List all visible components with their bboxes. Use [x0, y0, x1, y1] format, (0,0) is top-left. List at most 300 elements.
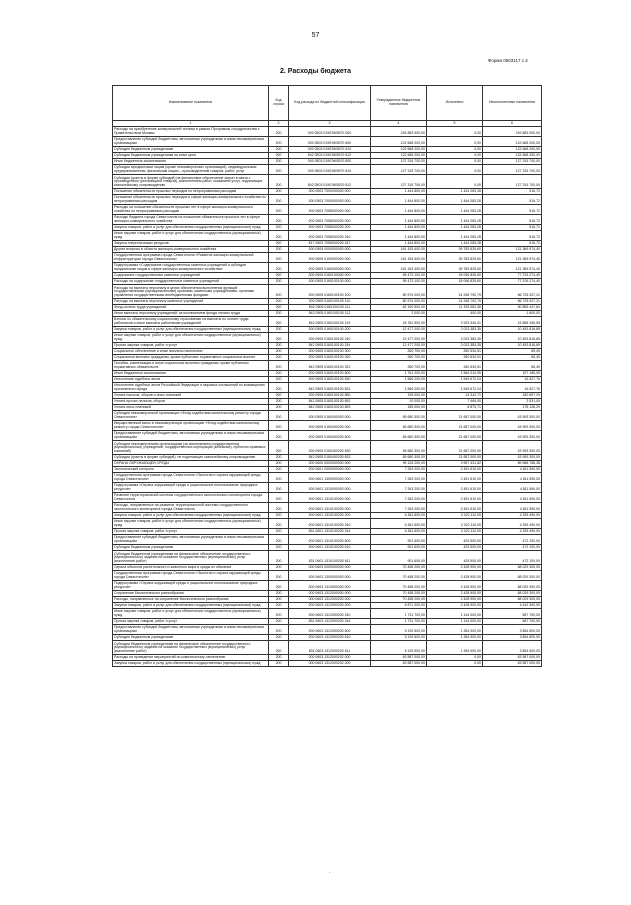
cell-unexecuted: 587 700,00	[483, 619, 542, 625]
cell-unexecuted: 122 668 200,00	[483, 147, 542, 153]
cell-approved: 18 781 500,00	[371, 317, 427, 327]
cell-indicator-name: Субсидии (гранты в форме субсидий) на финансовое обеспечение затрат в связи с производством (реализацией товаров), выполнением работ, оказанием услуг, подлежащие казначейскому сопровождению	[113, 175, 269, 189]
cell-line-code: 200	[269, 619, 289, 625]
cell-line-code: 200	[269, 565, 289, 571]
cell-approved: 5 139 500,00	[371, 625, 427, 635]
cell-unexecuted: 587 700,00	[483, 609, 542, 619]
table-row	[113, 421, 542, 431]
cell-indicator-name: Расходы на проведение мероприятий по комплексному озеленению	[113, 655, 269, 661]
table-row	[113, 571, 542, 581]
cell-indicator-name: Прочая закупка товаров, работ и услуг	[113, 529, 269, 535]
table-row	[113, 127, 542, 137]
cell-line-code: 200	[269, 535, 289, 545]
cell-unexecuted: 65,49	[483, 355, 542, 361]
cell-approved: 161 153 400,00	[371, 253, 427, 263]
cell-indicator-name: Уплата налогов, сборов и иных платежей	[113, 393, 269, 399]
cell-line-code: 200	[269, 571, 289, 581]
cell-line-code: 200	[269, 461, 289, 467]
cell-executed: 260 634,51	[427, 349, 483, 355]
cell-line-code: 200	[269, 519, 289, 529]
cell-executed: 260 634,51	[427, 361, 483, 371]
cell-line-code: 200	[269, 371, 289, 377]
cell-approved: 122 668 200,00	[371, 147, 427, 153]
cell-indicator-name: Имущественный взнос в некоммерческую организацию «Фонд содействия капитальному ремонту города Севастополя»	[113, 421, 269, 431]
table-row	[113, 361, 542, 371]
cell-expense-code: 842 0503 0190ЭМ3970 812	[289, 175, 371, 189]
cell-indicator-name: Расходы, направленные на развитие территориальной системы государственного экологического мониторинга города Севастополя	[113, 503, 269, 513]
cell-executed: 21 687 000,00	[427, 431, 483, 441]
cell-expense-code: 000 0603 1312000202 200	[289, 661, 371, 667]
cell-line-code: 200	[269, 503, 289, 513]
cell-line-code: 200	[269, 305, 289, 311]
cell-approved: 99 126 200,00	[371, 461, 427, 467]
cell-unexecuted: 3 854 600,00	[483, 641, 542, 655]
cell-expense-code: 000 0505 0160100100 800	[289, 371, 371, 377]
cell-indicator-name: Расходы бюджета города Севастополя на погашение обязательств прошлых лет в сфере жилищно-коммунального хозяйства	[113, 215, 269, 225]
table-row	[113, 299, 542, 305]
cell-expense-code: 000 0601 1310100200 200	[289, 513, 371, 519]
cell-indicator-name: Подпрограмма «Охрана окружающей среды и рациональное использование природных ресурсов»	[113, 483, 269, 493]
cell-unexecuted: 63 587 000,00	[483, 661, 542, 667]
cell-line-code: 200	[269, 205, 289, 215]
cell-unexecuted: 472 100,00	[483, 551, 542, 565]
cell-indicator-name: Субсидии некоммерческим организациям (за исключением государственных (муниципальных) учреждений, государственных корпораций (компаний), публично-правовых компаний)	[113, 441, 269, 455]
cell-indicator-name: Расходы на погашение обязательств прошлых лет в сфере жилищно-коммунального хозяйства по непрограммным расходам	[113, 205, 269, 215]
column-number: 2	[269, 121, 289, 127]
table-row	[113, 565, 542, 571]
cell-expense-code: 842 0505 0160100100 852	[289, 399, 371, 405]
table-row	[113, 609, 542, 619]
cell-expense-code: 000 0603 1312000000 000	[289, 591, 371, 597]
table-row	[113, 455, 542, 461]
cell-approved: 70 458 200,00	[371, 591, 427, 597]
cell-indicator-name: Государственная программа города Севастополя «Развитие жилищно-коммунальной инфраструктуры города Севастополя»	[113, 253, 269, 263]
cell-executed: 0,00	[427, 175, 483, 189]
table-row	[113, 655, 542, 661]
cell-executed: 2 451 610,00	[427, 503, 483, 513]
cell-executed: 1 144 000,00	[427, 609, 483, 619]
cell-expense-code: 000 0505 0160100100 000	[289, 279, 371, 285]
cell-executed: 7 469,00	[427, 399, 483, 405]
cell-line-code: 200	[269, 625, 289, 635]
cell-executed: 1 549 672,24	[427, 377, 483, 383]
cell-expense-code: 000 0505 0160100000 000	[289, 273, 371, 279]
cell-expense-code: 000 0601 1310100200 000	[289, 503, 371, 513]
cell-indicator-name: Подпрограмма «Охрана окружающей среды и рациональное использование природных ресурсов»	[113, 581, 269, 591]
table-row	[113, 661, 542, 667]
header-unexecuted: Неисполненные назначения	[483, 86, 542, 121]
cell-approved: 65 680 300,00	[371, 411, 427, 421]
cell-approved: 7 263 200,00	[371, 503, 427, 513]
header-line-code: Код строки	[269, 86, 289, 121]
cell-executed: 21 687 000,00	[427, 455, 483, 461]
column-number: 3	[289, 121, 371, 127]
cell-expense-code: 000 0505 0160400200 630	[289, 441, 371, 455]
cell-unexecuted: 89 568 768,38	[483, 461, 542, 467]
table-row	[113, 279, 542, 285]
cell-unexecuted: 10 453 816,65	[483, 343, 542, 349]
header-expense-code: Код расхода по бюджетной классификации	[289, 86, 371, 121]
cell-expense-code: 842 0505 0160100100 111	[289, 305, 371, 311]
cell-expense-code: 000 0505 0160100100 110	[289, 299, 371, 305]
cell-approved: 80 974 000,00	[371, 285, 427, 299]
cell-unexecuted: 4 811 590,00	[483, 503, 542, 513]
cell-line-code: 200	[269, 455, 289, 461]
cell-indicator-name: Закупка товаров, работ и услуг для обеспечения государственных (муниципальных) нужд	[113, 661, 269, 667]
cell-indicator-name: Субсидии бюджетным учреждениям	[113, 635, 269, 641]
cell-executed: 2 022 110,00	[427, 529, 483, 535]
cell-line-code: 200	[269, 493, 289, 503]
cell-executed: 14 248 792,79	[427, 299, 483, 305]
cell-expense-code: 000 0505 0000000000 000	[289, 247, 371, 253]
cell-indicator-name: Закупка товаров, работ и услуг для обеспечения государственных (муниципальных) нужд	[113, 603, 269, 609]
cell-indicator-name: Субсидии бюджетным учреждениям на финансовое обеспечение государственного (муниципального) задания на оказание государственных (муниципальных) услуг (выполнение работ)	[113, 551, 269, 565]
cell-executed: 429 500,00	[427, 545, 483, 551]
cell-expense-code: 000 0503 7000000000 000	[289, 189, 371, 195]
cell-approved: 70 458 200,00	[371, 571, 427, 581]
cell-unexecuted: 121 369 574,40	[483, 247, 542, 253]
header-row	[113, 86, 542, 121]
cell-expense-code: 842 0505 0160100100 321	[289, 361, 371, 371]
table-row	[113, 619, 542, 625]
cell-indicator-name: Иные закупки товаров, работ и услуг для обеспечения государственных (муниципальных) нужд	[113, 609, 269, 619]
cell-approved: 7 263 200,00	[371, 483, 427, 493]
cell-indicator-name: Социальные выплаты гражданам, кроме публичных нормативных социальных выплат	[113, 355, 269, 361]
table-row	[113, 285, 542, 299]
cell-expense-code: 000 0603 1312000200 200	[289, 603, 371, 609]
cell-indicator-name: Государственная программа города Севастополя «Экология и охрана окружающей среды города Севастополя»	[113, 571, 269, 581]
cell-line-code: 200	[269, 225, 289, 231]
cell-approved: 70 458 200,00	[371, 565, 427, 571]
cell-unexecuted: 65,49	[483, 349, 542, 355]
cell-expense-code: 000 0503 0190ЭМ3970 000	[289, 127, 371, 137]
cell-unexecuted: 4 811 590,00	[483, 493, 542, 503]
cell-expense-code: 000 0601 1310100200 610	[289, 545, 371, 551]
cell-executed: 1 284 900,00	[427, 641, 483, 655]
cell-indicator-name: Экологический контроль	[113, 467, 269, 473]
cell-unexecuted: 516,72	[483, 195, 542, 205]
cell-approved: 65 680 300,00	[371, 441, 427, 455]
cell-executed: 1 284 900,00	[427, 635, 483, 641]
cell-approved: 7 263 200,00	[371, 493, 427, 503]
cell-expense-code: 000 0603 1312000200 610	[289, 635, 371, 641]
cell-line-code: 200	[269, 551, 289, 565]
cell-approved: 6 361 600,00	[371, 513, 427, 519]
cell-expense-code: 000 0505 0100000000 000	[289, 253, 371, 263]
table-row	[113, 493, 542, 503]
table-row	[113, 473, 542, 483]
cell-line-code: 200	[269, 253, 289, 263]
cell-indicator-name: Расходы на выплаты персоналу в целях обеспечения выполнения функций государственными (муниципальными) органами, казенными учреждениями, органами управления государственными внебюджетными фондами	[113, 285, 269, 299]
cell-unexecuted: 10 453 816,65	[483, 333, 542, 343]
cell-unexecuted: 516,72	[483, 215, 542, 225]
cell-executed: 39 783 825,60	[427, 253, 483, 263]
cell-line-code: 200	[269, 333, 289, 343]
section-title: 2. Расходы бюджета	[280, 68, 351, 75]
cell-unexecuted: 43 993 300,00	[483, 431, 542, 441]
cell-approved: 62 190 500,00	[371, 305, 427, 311]
cell-unexecuted: 66 725 207,21	[483, 299, 542, 305]
cell-expense-code: 000 0603 1312000200 240	[289, 609, 371, 619]
cell-expense-code: 000 0503 0190ЭМ3970 610	[289, 147, 371, 153]
cell-approved: 1 444 800,00	[371, 189, 427, 195]
cell-expense-code: 831 0601 1310100200 611	[289, 551, 371, 565]
cell-unexecuted: 516,72	[483, 189, 542, 195]
cell-line-code: 200	[269, 635, 289, 641]
cell-executed: 2 022 110,00	[427, 513, 483, 519]
cell-unexecuted: 4 811 590,00	[483, 467, 542, 473]
cell-line-code: 200	[269, 421, 289, 431]
cell-approved: 95 473 100,00	[371, 273, 427, 279]
cell-expense-code: 000 0505 0160100100 240	[289, 333, 371, 343]
table-row	[113, 551, 542, 565]
cell-line-code: 200	[269, 361, 289, 371]
cell-unexecuted: 4 811 590,00	[483, 473, 542, 483]
cell-line-code: 200	[269, 411, 289, 421]
cell-expense-code: 000 0603 1312000200 000	[289, 597, 371, 603]
cell-approved: 12 477 200,00	[371, 343, 427, 349]
cell-unexecuted: 68 029 300,00	[483, 571, 542, 581]
cell-unexecuted: 122 668 200,00	[483, 153, 542, 159]
cell-executed: 14 248 792,79	[427, 285, 483, 299]
cell-executed: 429 500,00	[427, 551, 483, 565]
cell-approved: 185 000,00	[371, 405, 427, 411]
cell-unexecuted: 3 854 600,00	[483, 635, 542, 641]
cell-line-code: 200	[269, 405, 289, 411]
table-row	[113, 189, 542, 195]
cell-expense-code: 000 0503 7058300200 000	[289, 215, 371, 225]
table-row	[113, 411, 542, 421]
cell-executed: 21 687 000,00	[427, 441, 483, 455]
cell-executed: 2 428 900,00	[427, 597, 483, 603]
cell-indicator-name: Предоставление субсидий бюджетным, автономным учреждениям и иным некоммерческим организациям	[113, 137, 269, 147]
table-row	[113, 625, 542, 635]
cell-executed: 2 022 110,00	[427, 519, 483, 529]
cell-line-code: 200	[269, 279, 289, 285]
table-row	[113, 441, 542, 455]
cell-unexecuted: 4 339 490,00	[483, 529, 542, 535]
cell-approved: 260 700,00	[371, 361, 427, 371]
cell-indicator-name: Субсидии (гранты в форме субсидий), не подлежащие казначейскому сопровождению	[113, 455, 269, 461]
table-row	[113, 225, 542, 231]
cell-executed: 0,00	[427, 159, 483, 165]
table-row	[113, 483, 542, 493]
cell-approved: 80 974 000,00	[371, 299, 427, 305]
cell-executed: 2 428 900,00	[427, 591, 483, 597]
cell-line-code: 200	[269, 467, 289, 473]
cell-approved: 7 263 200,00	[371, 473, 427, 483]
cell-approved: 901 600,00	[371, 545, 427, 551]
cell-unexecuted: 197 185,05	[483, 371, 542, 377]
cell-unexecuted: 121 369 574,40	[483, 253, 542, 263]
cell-unexecuted: 68 029 300,00	[483, 597, 542, 603]
cell-executed: 2 451 610,00	[427, 493, 483, 503]
cell-line-code: 200	[269, 473, 289, 483]
cell-executed: 6 873,71	[427, 405, 483, 411]
cell-unexecuted: 1 600,00	[483, 311, 542, 317]
cell-line-code: 200	[269, 349, 289, 355]
cell-indicator-name: Уплата прочих налогов, сборов	[113, 399, 269, 405]
cell-line-code: 200	[269, 327, 289, 333]
cell-executed: 21 687 000,00	[427, 411, 483, 421]
cell-line-code: 200	[269, 147, 289, 153]
cell-expense-code: 000 0503 0190ЭМ3970 810	[289, 165, 371, 175]
cell-approved: 1 566 200,00	[371, 377, 427, 383]
cell-line-code: 200	[269, 399, 289, 405]
cell-unexecuted: 4 442 300,00	[483, 603, 542, 609]
cell-executed: 2 923 340,41	[427, 317, 483, 327]
cell-line-code: 200	[269, 641, 289, 655]
cell-expense-code: 831 0603 1312000200 611	[289, 641, 371, 655]
cell-unexecuted: 66 725 207,21	[483, 285, 542, 299]
cell-executed: 0,00	[427, 655, 483, 661]
cell-indicator-name: Закупка энергетических ресурсов	[113, 241, 269, 247]
cell-expense-code: 000 0603 1300000000 000	[289, 571, 371, 581]
cell-line-code: 200	[269, 231, 289, 241]
cell-executed: 1 444 283,28	[427, 215, 483, 225]
cell-line-code: 200	[269, 137, 289, 147]
cell-executed: 1 444 283,28	[427, 205, 483, 215]
table-row	[113, 513, 542, 519]
cell-expense-code: 842 0505 0160100100 112	[289, 311, 371, 317]
cell-expense-code: 000 0600 0000000000 000	[289, 461, 371, 467]
cell-line-code: 200	[269, 343, 289, 349]
cell-unexecuted: 43 993 300,00	[483, 411, 542, 421]
cell-approved: 5 139 500,00	[371, 641, 427, 655]
cell-unexecuted: 63 587 000,00	[483, 655, 542, 661]
cell-line-code: 200	[269, 165, 289, 175]
cell-approved: 1 761 200,00	[371, 371, 427, 377]
cell-expense-code: 000 0505 0160000000 000	[289, 263, 371, 273]
cell-executed: 1 444 283,28	[427, 189, 483, 195]
cell-expense-code: 000 0601 1310100000 000	[289, 493, 371, 503]
cell-unexecuted: 127 315 700,00	[483, 159, 542, 165]
cell-unexecuted: 180 657,29	[483, 393, 542, 399]
cell-executed: 0,00	[427, 661, 483, 667]
cell-approved: 1 444 800,00	[371, 225, 427, 231]
cell-unexecuted: 4 339 490,00	[483, 519, 542, 529]
table-row	[113, 137, 542, 147]
cell-approved: 901 600,00	[371, 551, 427, 565]
table-row	[113, 253, 542, 263]
cell-unexecuted: 10 453 816,65	[483, 327, 542, 333]
cell-executed: 2 428 900,00	[427, 571, 483, 581]
cell-expense-code: 000 0503 0190ЭМ3970 600	[289, 137, 371, 147]
cell-approved: 1 731 700,00	[371, 619, 427, 625]
cell-indicator-name: Субсидии бюджетным учреждениям	[113, 545, 269, 551]
cell-indicator-name: Закупка товаров, работ и услуг для обеспечения государственных (муниципальных) нужд	[113, 327, 269, 333]
cell-approved: 195 000,00	[371, 393, 427, 399]
cell-line-code: 200	[269, 393, 289, 399]
cell-expense-code: 842 0505 0160100100 119	[289, 317, 371, 327]
cell-expense-code: 000 0503 7058300000 000	[289, 205, 371, 215]
cell-expense-code: 000 0503 0190ЭМ3970 800	[289, 159, 371, 165]
cell-expense-code: 817 0503 7058300200 247	[289, 241, 371, 247]
table-row	[113, 175, 542, 189]
cell-line-code: 200	[269, 175, 289, 189]
cell-approved: 63 587 000,00	[371, 661, 427, 667]
cell-line-code: 200	[269, 159, 289, 165]
table-row	[113, 231, 542, 241]
cell-indicator-name: Уплата иных платежей	[113, 405, 269, 411]
cell-expense-code: 000 0505 0160100100 320	[289, 355, 371, 361]
cell-approved: 1 444 800,00	[371, 231, 427, 241]
cell-indicator-name: Погашение обязательств прошлых периодов по непрограммным расходам	[113, 189, 269, 195]
cell-expense-code: 000 0505 0160100100 300	[289, 349, 371, 355]
cell-line-code: 200	[269, 247, 289, 253]
cell-approved: 127 315 700,00	[371, 175, 427, 189]
cell-executed: 1 144 000,00	[427, 619, 483, 625]
cell-indicator-name: Расходы, направленные на сохранение биологического разнообразия	[113, 597, 269, 603]
cell-executed: 21 687 000,00	[427, 421, 483, 431]
cell-expense-code: 842 0505 0160100100 853	[289, 405, 371, 411]
cell-expense-code: 831 0601 1310100200 244	[289, 529, 371, 535]
column-number: 4	[371, 121, 427, 127]
cell-line-code: 200	[269, 603, 289, 609]
table-row	[113, 343, 542, 349]
header-approved: Утвержденные бюджетные назначения	[371, 86, 427, 121]
cell-expense-code: 000 0603 1310000000 000	[289, 581, 371, 591]
cell-approved: 6 361 600,00	[371, 529, 427, 535]
cell-expense-code: 000 0603 1312000200 600	[289, 625, 371, 635]
table-row	[113, 263, 542, 273]
cell-approved: 6 361 600,00	[371, 519, 427, 529]
cell-executed: 0,00	[427, 153, 483, 159]
cell-unexecuted: 65,49	[483, 361, 542, 371]
cell-executed: 2 428 900,00	[427, 581, 483, 591]
cell-indicator-name: Погашение обязательств прошлых периодов в сфере жилищно-коммунального хозяйства по непрограммным расходам	[113, 195, 269, 205]
cell-indicator-name: Пособия, компенсации и иные социальные выплаты гражданам, кроме публичных нормативных обязательств	[113, 361, 269, 371]
cell-unexecuted: 4 339 490,00	[483, 513, 542, 519]
cell-indicator-name: Субсидии бюджетным учреждениям на финансовое обеспечение государственного (муниципального) задания на оказание государственных (муниципальных) услуг (выполнение работ)	[113, 641, 269, 655]
table-row	[113, 311, 542, 317]
cell-indicator-name: Иные бюджетные ассигнования	[113, 159, 269, 165]
cell-unexecuted: 4 811 590,00	[483, 483, 542, 493]
cell-approved: 161 153 400,00	[371, 263, 427, 273]
cell-executed: 0,00	[427, 147, 483, 153]
cell-unexecuted: 68 029 300,00	[483, 581, 542, 591]
cell-indicator-name: Другие вопросы в области жилищно-коммунального хозяйства	[113, 247, 269, 253]
cell-approved: 260 700,00	[371, 349, 427, 355]
cell-indicator-name: Закупка товаров, работ и услуг для обеспечения государственных (муниципальных) нужд	[113, 225, 269, 231]
table-row	[113, 581, 542, 591]
cell-line-code: 200	[269, 299, 289, 305]
cell-executed: 1 444 283,28	[427, 225, 483, 231]
cell-line-code: 200	[269, 153, 289, 159]
cell-expense-code: 000 0503 7058300200 240	[289, 231, 371, 241]
table-row	[113, 519, 542, 529]
cell-approved: 5 139 500,00	[371, 635, 427, 641]
table-row	[113, 597, 542, 603]
cell-line-code: 200	[269, 609, 289, 619]
cell-approved: 2 000,00	[371, 311, 427, 317]
cell-indicator-name: Содержание государственных казенных учреждений	[113, 273, 269, 279]
cell-approved: 249 883 900,00	[371, 127, 427, 137]
cell-executed: 1 549 672,24	[427, 383, 483, 393]
table-row	[113, 591, 542, 597]
cell-expense-code: 000 0603 1312000202 000	[289, 655, 371, 661]
cell-approved: 1 444 800,00	[371, 215, 427, 225]
cell-indicator-name: Предоставление субсидий бюджетным, автономным учреждениям и иным некоммерческим организациям	[113, 535, 269, 545]
cell-executed: 1 444 283,28	[427, 195, 483, 205]
cell-line-code: 200	[269, 655, 289, 661]
cell-approved: 95 473 100,00	[371, 279, 427, 285]
cell-indicator-name: Государственная программа города Севастополя «Экология и охрана окружающей среды города Севастополя»	[113, 473, 269, 483]
cell-approved: 6 871 200,00	[371, 603, 427, 609]
cell-expense-code: 000 0601 0000000000 000	[289, 467, 371, 473]
cell-executed: 400,00	[427, 311, 483, 317]
cell-expense-code: 000 0601 1300000000 000	[289, 473, 371, 483]
